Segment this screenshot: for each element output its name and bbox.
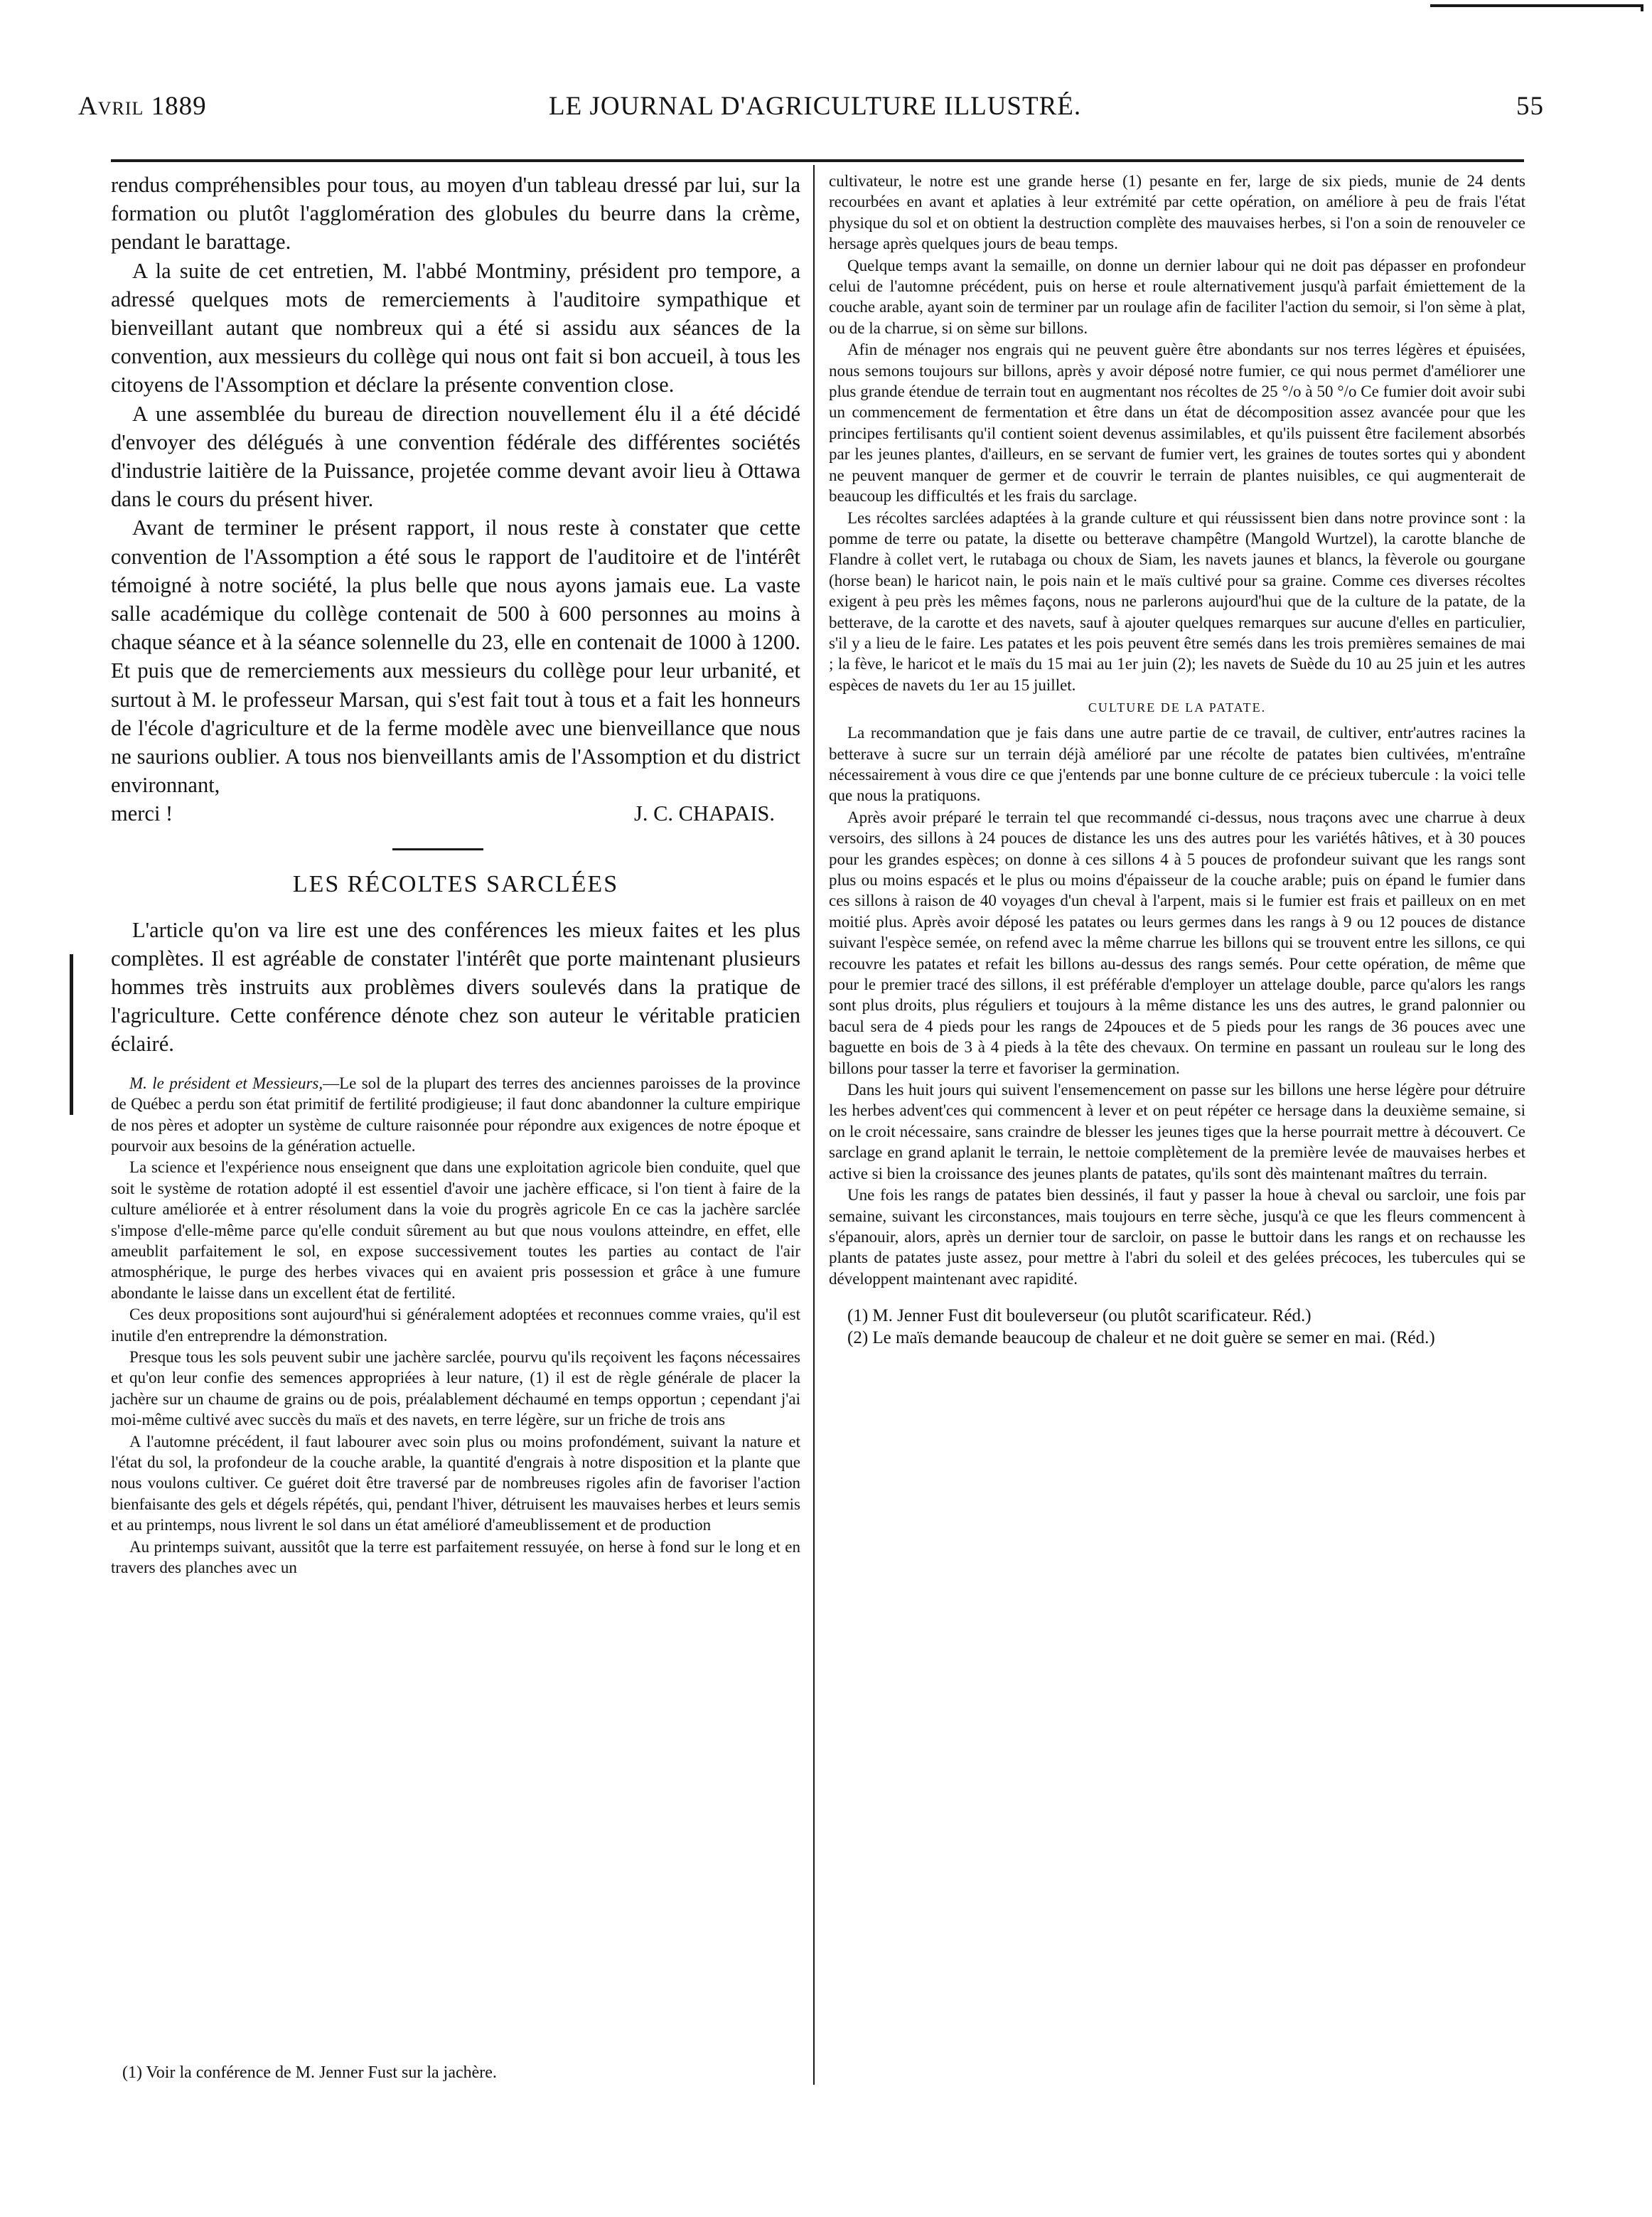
corner-rule-tick [1641,4,1643,11]
article-continuation [829,171,1525,695]
closing-word: merci ! [111,801,173,826]
paragraph: La recommandation que je fais dans une autre partie de ce travail, de cultiver, entr'autres racines la betterave à sucre sur un terrain déjà amélioré par une récolte de patates bien cultivées, m'entraîne nécessairement à vous dire ce que j'entends par une bonne culture de ce précieux tubercule : la voici telle que nous la pratiquons. [829,724,1525,805]
potato-culture-section [829,722,1525,1289]
journal-title: LE JOURNAL D'AGRICULTURE ILLUSTRÉ. [549,92,1082,121]
footnotes [829,1305,1525,1349]
header-rule [111,159,1524,162]
section-title: LES RÉCOLTES SARCLÉES [292,870,619,897]
left-column [111,171,800,2082]
paragraph: Une fois les rangs de patates bien dessinés, il faut y passer la houe à cheval ou sarcloir, une fois par semaine, suivant les circonstances, mais toujours en terre sèche, jusqu'à ce que les fleurs commencent à s'épanouir, alors, après un dernier tour de sarcloir, on passe le buttoir dans les rangs et on rechausse les plants de patates juste assez, pour mettre à l'abri du soleil et des gelées précoces, les tubercules qui se développent maintenant avec rapidité. [829,1186,1525,1288]
right-column [829,171,1525,1349]
signature: J. C. CHAPAIS. [633,801,775,826]
signature-line [111,799,800,828]
margin-mark [70,954,73,1115]
paragraph: Ces deux propositions sont aujourd'hui si généralement adoptées et reconnues comme vraies, qu'il est inutile d'en entreprendre la démonstration. [111,1305,800,1345]
page-number: 55 [1516,92,1544,121]
footnote: (1) M. Jenner Fust dit bouleverseur (ou plutôt scarificateur. Réd.) [847,1306,1312,1326]
section-rule [392,848,483,850]
salutation: M. le président et Messieurs, [129,1074,323,1092]
column-divider [813,165,815,2085]
report-conclusion [111,171,800,828]
page-header [68,91,1544,141]
paragraph: Dans les huit jours qui suivent l'ensemencement on passe sur les billons une herse légère pour détruire les herbes advent'ces qui commencent à lever et on peut répéter ce hersage dans la deuxième semaine, si on le croit nécessaire, sans craindre de blesser les jeunes tiges que la herse pourrait mettre à découvert. Ce sarclage en grand aplanit le terrain, le nettoie complètement de la première levée de mauvaises herbes et active si bien la croissance des jeunes plants de patates, qu'ils sont dès maintenant maîtres du terrain. [829,1081,1525,1182]
footnote: (2) Le maïs demande beaucoup de chaleur et ne doit guère se semer en mai. (Réd.) [847,1328,1435,1348]
issue-date: Avril 1889 [78,92,207,121]
opening-text: —Le sol de la plupart des terres des anciennes paroisses de la province de Québec a perdu son état primitif de fertilité prodigieuse; il faut donc abandonner la culture empirique de nos pères et adopter un système de culture raisonnée pour répondre aux exigences de notre époque et pourvoir aux besoins de la génération actuelle. [111,1074,800,1155]
subsection-title: CULTURE DE LA PATATE. [1088,700,1267,715]
paragraph: La science et l'expérience nous enseignent que dans une exploitation agricole bien conduite, quel que soit le système de rotation adopté il est essentiel d'avoir une jachère efficace, si l'on tient à faire de la culture améliorée et à entrer résolument dans la voie du progrès agricole En ce cas la jachère sarclée s'impose d'elle-même parce qu'elle conduit sûrement au but que nous voulons atteindre, en effet, elle ameublit parfaitement le sol, en expose successivement toutes les parties au contact de l'air atmosphérique, le purge des herbes vivaces qui en avaient pris possession et grâce à une fumure abondante le laisse dans un excellent état de fertilité. [111,1158,800,1302]
paragraph: Quelque temps avant la semaille, on donne un dernier labour qui ne doit pas dépasser en profondeur celui de l'automne précédent, puis on herse et roule alternativement jusqu'à parfait émiettement de la couche arable, ayant soin de terminer par un roulage afin de faciliter l'action du semoir, si l'on sème à plat, ou de la charrue, si on sème sur billons. [829,256,1525,337]
article-body [111,1073,800,1578]
paragraph: Avant de terminer le présent rapport, il nous reste à constater que cette convention de l'Assomption a été sous le rapport de l'auditoire et de l'intérêt témoigné à notre société, la plus belle que nous ayons jamais eue. La vaste salle académique du collège contenait de 500 à 600 personnes au moins à chaque séance et à la séance solennelle du 23, elle en contenait de 1000 à 1200. Et puis que de remerciements aux messieurs du collège pour leur urbanité, et surtout à M. le professeur Marsan, qui s'est fait tout à tous et a fait les honneurs de l'école d'agriculture et de la ferme modèle avec une bienveillance que nous ne saurions oublier. A tous nos bienveillants amis de l'Assomption et du district environnant, [111,515,800,798]
editorial-intro [111,916,800,1059]
paragraph: Presque tous les sols peuvent subir une jachère sarclée, pourvu qu'ils reçoivent les façons nécessaires et qu'on leur confie des semences appropriées à leur nature, (1) il est de règle générale de placer la jachère sur un chaume de grains ou de pois, préalablement déchaumé en temps opportun ; cependant j'ai moi-même cultivé avec succès du maïs et des navets, en terre légère, sur un friche de trois ans [111,1347,800,1429]
paragraph: A une assemblée du bureau de direction nouvellement élu il a été décidé d'envoyer des délégués à une convention fédérale des différentes sociétés d'industrie laitière de la Puissance, projetée comme devant avoir lieu à Ottawa dans le cours du présent hiver. [111,401,800,512]
paragraph: cultivateur, le notre est une grande herse (1) pesante en fer, large de six pieds, munie de 24 dents recourbées en avant et aplaties à leur extrémité par cette opération, on améliore à peu de frais l'état physique du sol et on obtient la destruction complète des mauvaises herbes, si l'on a soin de renouveler ce hersage après quelques jours de beau temps. [829,172,1525,253]
footnote: (1) Voir la conférence de M. Jenner Fust sur la jachère. [122,2063,497,2082]
paragraph: A l'automne précédent, il faut labourer avec soin plus ou moins profondément, suivant la nature et l'état du sol, la profondeur de la couche arable, la quantité d'engrais à notre disposition et la plante que nous voulons cultiver. Ce guéret doit être traversé par de nombreuses rigoles afin de favoriser l'action bienfaisante des gels et dégels répétés, qui, pendant l'hiver, détruisent les mauvaises herbes et leurs semis et au printemps, nous livrent le sol dans un état amélioré d'ameublissement et de production [111,1432,800,1534]
paragraph: Les récoltes sarclées adaptées à la grande culture et qui réussissent bien dans notre province sont : la pomme de terre ou patate, la disette ou betterave champêtre (Mangold Wurtzel), la carotte blanche de Flandre à collet vert, le rutabaga ou choux de Siam, les navets jaunes et blancs, la fèverole ou gourgane (horse bean) le haricot nain, le pois nain et le maïs cultivé pour sa graine. Comme ces diverses récoltes exigent à peu près les mêmes façons, nous ne parlerons aujourd'hui que de la culture de la patate, de la betterave, de la carotte et des navets, sauf à ajouter quelques remarques sur aucune d'elles en particulier, s'il y a lieu de le faire. Les patates et les pois peuvent être semés dans les trois premières semaines de mai ; la fève, le haricot et le maïs du 15 mai au 1er juin (2); les navets de Suède du 10 au 25 juin et les autres espèces de navets du 1er au 15 juillet. [829,508,1525,694]
paragraph: L'article qu'on va lire est une des conférences les mieux faites et les plus complètes. Il est agréable de constater l'intérêt que porte maintenant plusieurs hommes très instruits aux problèmes divers soulevés dans la pratique de l'agriculture. Cette conférence dénote chez son auteur le véritable praticien éclairé. [111,917,800,1057]
paragraph: Afin de ménager nos engrais qui ne peuvent guère être abondants sur nos terres légères et épuisées, nous semons toujours sur billons, après y avoir déposé notre fumier, ce qui nous permet d'améliorer une plus grande étendue de terrain tout en augmentant nos récoltes de 25 °/o à 50 °/o Ce fumier doit avoir subi un commencement de fermentation et être dans un état de décomposition assez avancée pour que les principes fertilisants qu'il contient soient devenus assimilables, et qu'ils puissent être facilement absorbés par les jeunes plantes, d'ailleurs, en se servant de fumier vert, les graines de toutes sortes qui y abondent ne peuvent manquer de germer et de couvrir le terrain de plantes nuisibles, ce qui augmenterait de beaucoup les difficultés et les frais du sarclage. [829,341,1525,506]
corner-rule [1430,4,1643,7]
paragraph: A la suite de cet entretien, M. l'abbé Montminy, président pro tempore, a adressé quelques mots de remerciements à l'auditoire sympathique et bienveillant autant que nombreux qui a été si assidu aux séances de la convention, aux messieurs du collège qui nous ont fait si bon accueil, à tous les citoyens de l'Assomption et déclare la présente convention close. [111,258,800,397]
paragraph: Après avoir préparé le terrain tel que recommandé ci-dessus, nous traçons avec une charrue à deux versoirs, des sillons à 24 pouces de distance les uns des autres pour les variétés hâtives, et à 30 pouces pour les grandes espèces; on donne à ces sillons 4 à 5 pouces de profondeur suivant que les rangs sont plus ou moins espacés et le plus ou moins d'épaisseur de la couche arable; puis on épand le fumier dans ces sillons à raison de 40 voyages d'un cheval à l'arpent, mais si le fumier est frais et pailleux on en met moitié plus. Après avoir déposé les patates ou leurs germes dans les rangs à 9 ou 12 pouces de distance suivant l'espèce semée, on refend avec la même charrue les billons qui se trouvent entre les sillons, ce qui recouvre les patates et refait les billons au-dessus des rangs semés. Pour cette opération, de même que pour le premier tracé des sillons, il est préférable d'employer un attelage double, parce qu'alors les rangs sont plus droits, plus réguliers et toujours à la même distance les uns des autres, le grand palonnier ou bacul sera de 4 pieds pour les rangs de 24pouces et de 5 pieds pour les rangs de 36 pouces avec une baguette en bois de 3 à 4 pieds à la tête des chevaux. On termine en passant un rouleau sur le long des billons pour tasser la terre et favoriser la germination. [829,808,1525,1077]
paragraph: rendus compréhensibles pour tous, au moyen d'un tableau dressé par lui, sur la formation ou plutôt l'agglomération des globules du beurre dans la crème, pendant le barattage. [111,173,800,255]
article-opening [111,1073,800,1157]
paragraph: Au printemps suivant, aussitôt que la terre est parfaitement ressuyée, on herse à fond sur le long et en travers des planches avec un [111,1537,800,1577]
